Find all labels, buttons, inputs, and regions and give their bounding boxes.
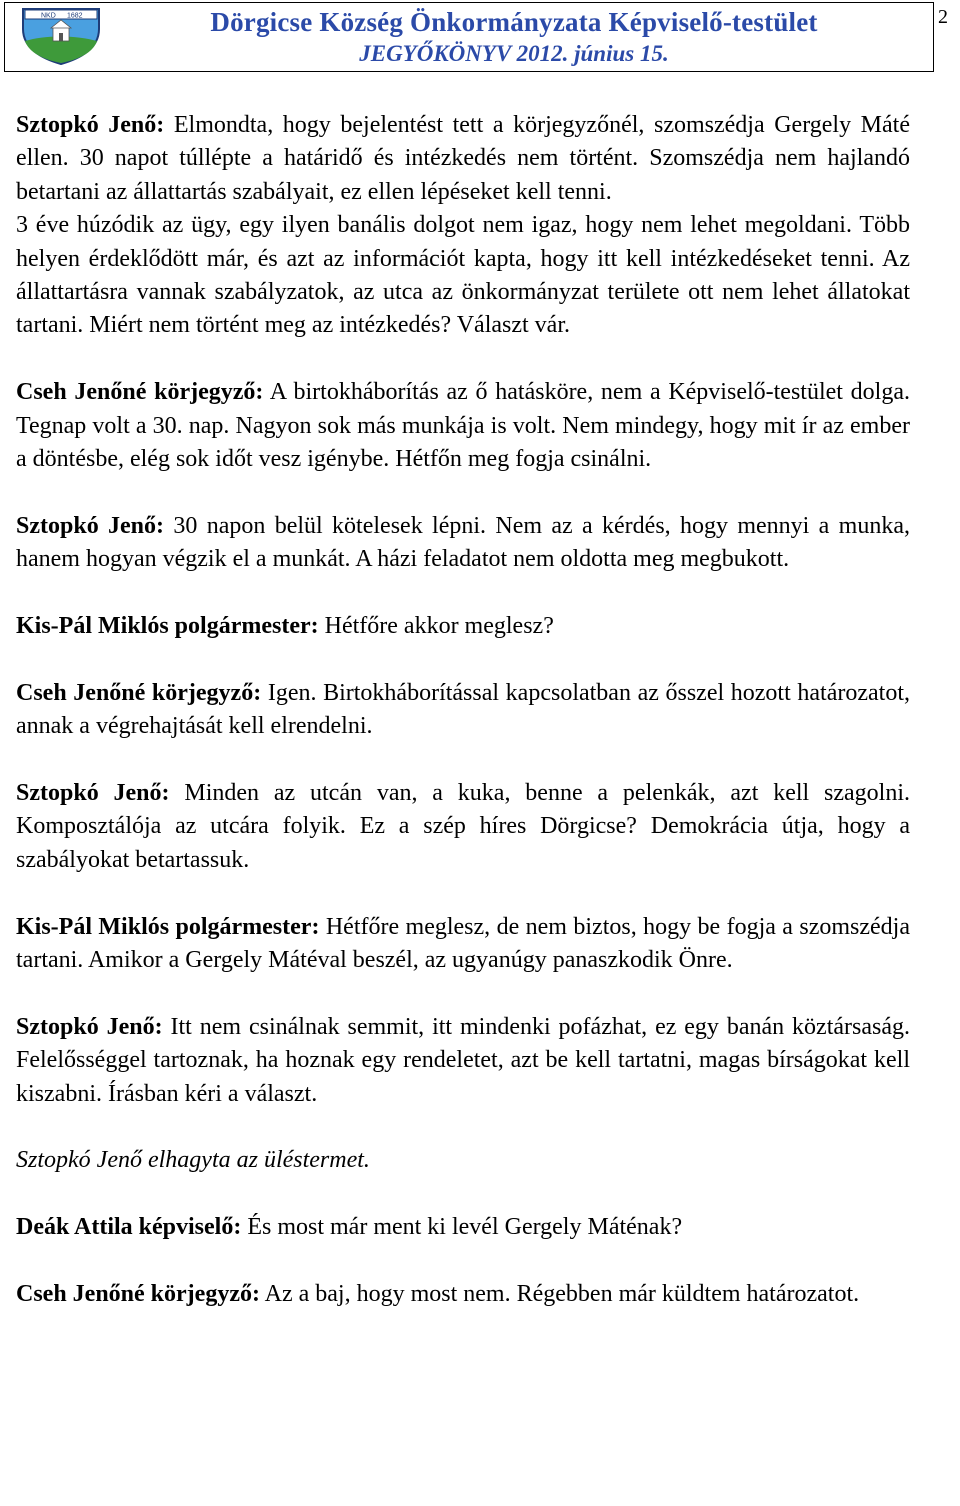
procedural-note: Sztopkó Jenő elhagyta az üléstermet. <box>16 1147 370 1174</box>
page-header <box>4 2 934 72</box>
paragraph <box>16 1211 910 1244</box>
minutes-body <box>16 109 910 1345</box>
paragraph-text: Elmondta, hogy bejelentést tett a körjegyzőnél, szomszédja Gergely Máté ellen. 30 napot túllépte a határidő és intézkedés nem történt. Szomszédja nem hajlandó betartani az állattartás szabályait, ez ellen lépéseket kell tenni. <box>16 112 910 205</box>
paragraph-text: A birtokháborítás az ő hatásköre, nem a Képviselő-testület dolga. Tegnap volt a 30. nap. Nagyon sok más munkája is volt. Nem mindegy, hogy mit ír az ember a döntésbe, elég sok időt vesz igénybe. Hétfőn meg fogja csinálni. <box>16 379 910 473</box>
paragraph-text: Igen. Birtokháborítással kapcsolatban az ősszel hozott határozatot, annak a végrehajtását kell elrendelni. <box>16 679 910 740</box>
paragraph-text: Itt nem csinálnak semmit, itt mindenki pofázhat, ez egy banán köztársaság. Felelősséggel tartoznak, ha hoznak egy rendeletet, azt be kell tartatni, magas bírságokat kell kiszabni. Írásban kéri a választ. <box>16 1013 910 1107</box>
speaker-name: Cseh Jenőné körjegyző: <box>16 379 264 406</box>
paragraph-text: Az a baj, hogy most nem. Régebben már küldtem határozatot. <box>259 1281 860 1308</box>
paragraph-text: 3 éve húzódik az ügy, egy ilyen banális dolgot nem igaz, hogy nem lehet megoldani. Több helyen érdeklődött már, és azt az információt kapta, hogy itt kell intézkedéseket tenni. Az állattartásra vannak szabályzatok, az utca az önkormányzat területe ott nem lehet állatokat tartani. Miért nem történt meg az intézkedés? Választ vár. <box>16 212 910 339</box>
paragraph <box>16 1011 910 1111</box>
svg-text:NKD: NKD <box>41 12 56 20</box>
paragraph-text: 30 napon belül kötelesek lépni. Nem az a kérdés, hogy mennyi a munka, hanem hogyan végzik el a munkát. A házi feladatot nem oldotta meg megbukott. <box>16 512 910 573</box>
paragraph <box>16 1278 910 1311</box>
paragraph <box>16 510 910 577</box>
svg-text:1682: 1682 <box>67 12 83 20</box>
paragraph <box>16 610 910 643</box>
speaker-name: Sztopkó Jenő: <box>16 780 170 807</box>
paragraph <box>16 777 910 877</box>
paragraph <box>16 209 910 343</box>
paragraph-text: Hétfőre meglesz, de nem biztos, hogy be fogja a szomszédja tartani. Amikor a Gergely Mátéval beszél, az ugyanúgy panaszkodik Önre. <box>16 913 910 974</box>
speaker-name: Kis-Pál Miklós polgármester: <box>16 613 319 640</box>
paragraph-text: Minden az utcán van, a kuka, benne a pelenkák, azt kell szagolni. Komposztálója az utcára folyik. Ez a szép híres Dörgicse? Demokrácia útja, hogy a szabályokat betartassuk. <box>16 780 911 873</box>
page-number: 2 <box>938 6 948 28</box>
header-title: Dörgicse Község Önkormányzata Képviselő-testület <box>210 7 818 37</box>
speaker-name: Kis-Pál Miklós polgármester: <box>16 913 320 940</box>
speaker-name: Deák Attila képviselő: <box>16 1214 242 1241</box>
speaker-name: Sztopkó Jenő: <box>16 112 165 138</box>
speaker-name: Cseh Jenőné körjegyző: <box>16 1281 260 1308</box>
municipal-coat-of-arms-logo <box>17 7 105 65</box>
paragraph <box>16 109 910 209</box>
speaker-name: Cseh Jenőné körjegyző: <box>16 679 262 706</box>
speaker-name: Sztopkó Jenő: <box>16 1013 163 1040</box>
paragraph-text: Hétfőre akkor meglesz? <box>318 613 554 640</box>
paragraph-text: És most már ment ki levél Gergely Máténak? <box>241 1214 683 1241</box>
paragraph <box>16 911 910 978</box>
speaker-name: Sztopkó Jenő: <box>16 512 165 539</box>
paragraph <box>16 677 910 744</box>
paragraph <box>16 376 910 476</box>
header-subtitle: JEGYŐKÖNYV 2012. június 15. <box>359 41 669 66</box>
